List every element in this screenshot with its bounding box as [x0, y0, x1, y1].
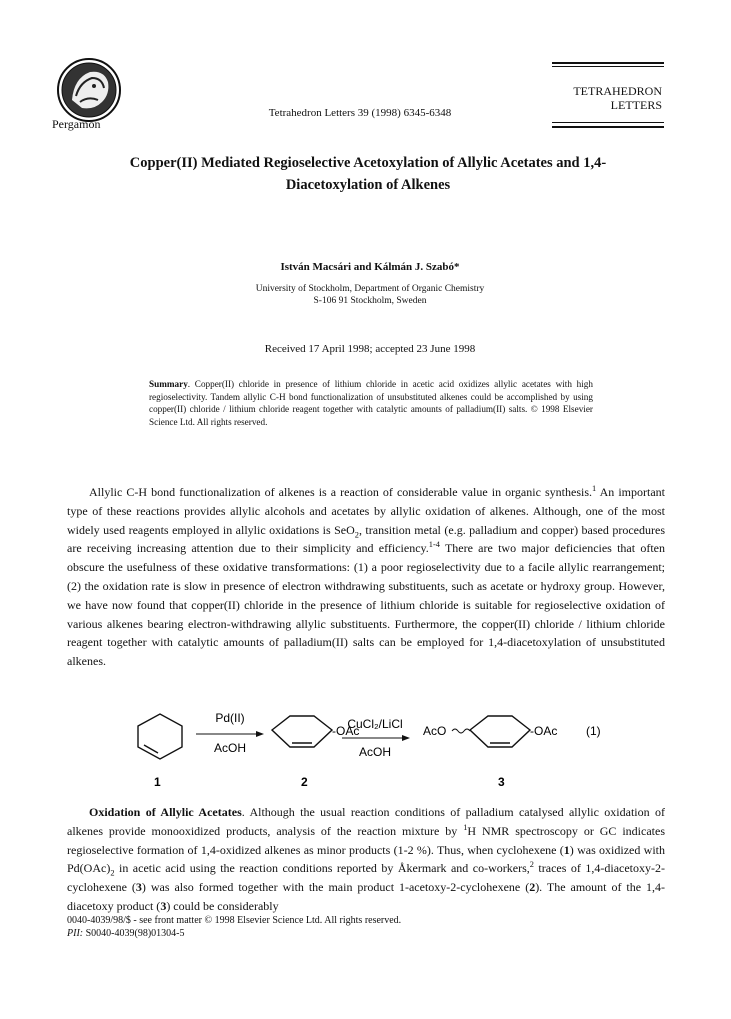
diacetoxy-structure [470, 716, 530, 747]
text-run: There are two major deficiencies that often obscure the usefulness of these oxidative transformations: (1) a poor regioselectivity due to a facile allylic rearrangement; (2) the oxidation rate is slow in presence of electron withdrawing substituents, such as acetate or hydroxy group. However, we have now found that copper(II) chloride in the presence of lithium chloride is suitable for regioselective oxidation of various alkenes bearing electron-withdrawing allylic substituents. Furthermore, the copper(II) chloride / lithium chloride reagent together with catalytic amounts of palladium(II) salts can be employed for 1,4-diacetoxylation of unsubstituted alkenes. [67, 541, 665, 669]
authors: István Macsári and Kálmán J. Szabó* [280, 261, 460, 273]
subscript: 2 [354, 529, 359, 539]
intro-paragraph [67, 483, 665, 671]
publisher-name: Pergamon [52, 117, 101, 131]
text-run: traces of 1,4-diacetoxy-2-cyclohexene ( [67, 861, 665, 895]
text-run: ). The amount of the 1,4-diacetoxy product ( [67, 880, 665, 913]
summary-text: . Copper(II) chloride in presence of lithium chloride in acetic acid oxidizes allylic acetates with high regioselectivity. Tandem allylic C-H bond functionalization of unsubstituted alkenes could be accomplished by using copper(II) chloride / lithium chloride reagent together with catalytic amounts of palladium(II) salts. © 1998 Elsevier Science Ltd. All rights reserved. [149, 379, 593, 428]
text-run: Allylic C-H bond functionalization of alkenes is a reaction of considerable value in organic synthesis. [89, 485, 592, 499]
compound-ref: 3 [135, 880, 142, 895]
oxidation-paragraph [67, 803, 665, 916]
affiliation [80, 283, 660, 307]
reagent-1-bottom: AcOH [213, 741, 247, 755]
compound-label-2: 2 [301, 775, 308, 789]
text-run: , transition metal (e.g. palladium and copper) based procedures are receiving increasing attention due to their simplicity and efficiency. [67, 522, 665, 556]
footer [67, 914, 401, 940]
affiliation-line-1: University of Stockholm, Department of Organic Chemistry [255, 284, 485, 294]
pii-line [67, 927, 401, 940]
text-run: ) could be considerably [166, 898, 279, 913]
wavy-bond [452, 729, 470, 733]
reaction-scheme [0, 700, 731, 790]
reaction-arrow-1-head [256, 731, 264, 737]
acetoxy-group-left: AcO [423, 724, 447, 738]
journal-reference: Tetrahedron Letters 39 (1998) 6345-6348 [268, 107, 452, 119]
compound-ref: 2 [529, 880, 536, 895]
text-run: H NMR spectroscopy or GC indicates regioselective formation of 1,4-oxidized alkenes as minor products (1-2 %). Thus, when cyclohexene ( [67, 823, 665, 857]
compound-ref: 3 [160, 898, 167, 913]
title-line-1: Copper(II) Mediated Regioselective Acetoxylation of Allylic Acetates and 1,4- [129, 155, 607, 171]
compound-label-1: 1 [154, 775, 161, 789]
acetate-group-2: -OAc [332, 724, 360, 738]
copyright-line: 0040-4039/98/$ - see front matter © 1998 Elsevier Science Ltd. All rights reserved. [67, 915, 402, 926]
publisher-logo [54, 56, 124, 124]
header-rule-bottom-thin [552, 122, 664, 123]
cyclohexene-structure [138, 714, 182, 759]
paper-title [70, 152, 666, 196]
citation: 2 [529, 860, 534, 870]
journal-name-line1: TETRAHEDRON [573, 84, 662, 98]
affiliation-line-2: S-106 91 Stockholm, Sweden [313, 296, 427, 306]
compound-label-3: 3 [498, 775, 505, 789]
journal-name [552, 84, 662, 112]
received-dates: Received 17 April 1998; accepted 23 June 1998 [264, 343, 476, 355]
text-run: ) was oxidized with Pd(OAc) [67, 842, 665, 876]
pii-value: S0040-4039(98)01304-5 [83, 928, 185, 939]
text-run: ) was also formed together with the main product 1-acetoxy-2-cyclohexene ( [141, 880, 530, 895]
header-rule-top-thin [552, 66, 664, 67]
equation-number: (1) [586, 724, 601, 738]
text-run: in acetic acid using the reaction conditions reported by Åkermark and co-workers, [114, 861, 530, 876]
reaction-arrow-2-head [402, 735, 410, 741]
reagent-2-top: CuCl₂/LiCl [347, 717, 403, 731]
section-heading: Oxidation of Allylic Acetates [89, 805, 242, 819]
citation: 1-4 [428, 540, 440, 550]
header-rule-bottom [552, 126, 664, 128]
journal-name-line2: LETTERS [610, 98, 662, 112]
reagent-2-bottom: AcOH [358, 745, 392, 759]
subscript: 2 [110, 868, 115, 878]
header-rule-top [552, 62, 664, 64]
title-line-2: Diacetoxylation of Alkenes [285, 177, 451, 193]
reagent-1-top: Pd(II) [215, 711, 245, 725]
text-run: . Although the usual reaction conditions of palladium catalysed allylic oxidation of alkenes provide monooxidized products, analysis of the reaction mixture by [67, 805, 665, 838]
citation: 1 [592, 484, 597, 493]
superscript: 1 [463, 822, 468, 832]
acetate-group-right: -OAc [530, 724, 558, 738]
compound-ref: 1 [563, 842, 570, 857]
allylic-acetate-structure [272, 716, 332, 747]
summary-label: Summary [149, 379, 188, 389]
text-run: An important type of these reactions provides allylic alcohols and acetates by allylic oxidation of alkenes. Although, one of the most widely used reagents employed in allylic oxidations is SeO [67, 485, 665, 537]
summary [149, 378, 593, 429]
pii-label: PII: [67, 928, 84, 939]
